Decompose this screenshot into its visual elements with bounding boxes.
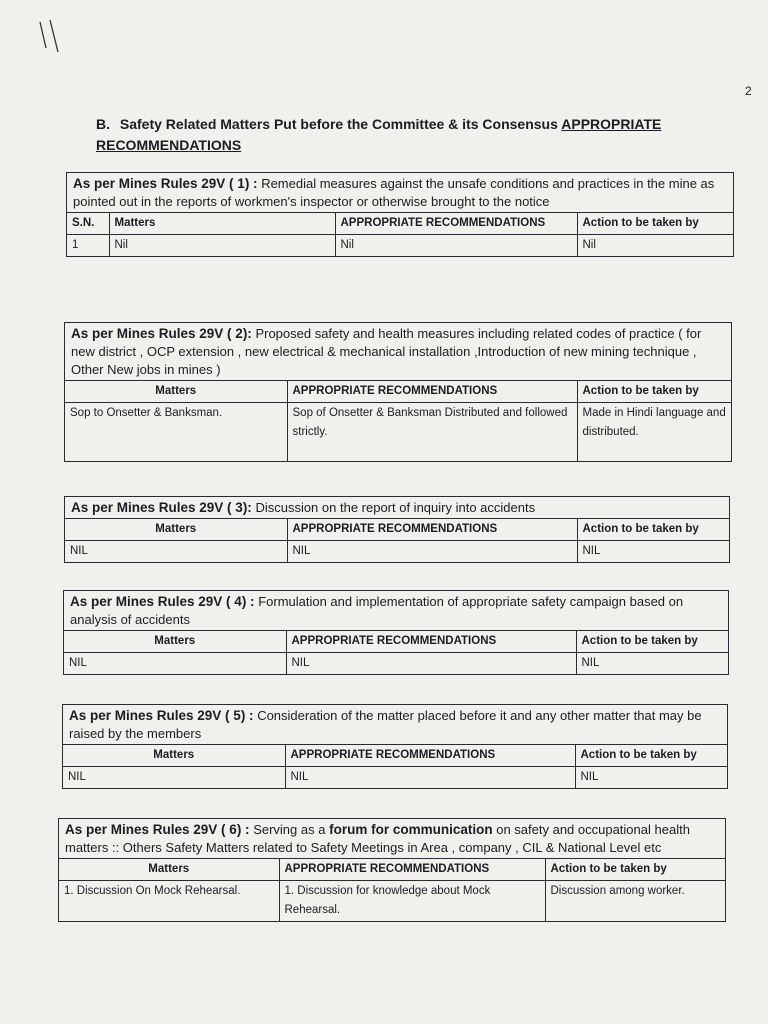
rule-29v-3-block	[64, 496, 730, 563]
table-cell: 1	[67, 235, 109, 257]
section-title-underlined-1: APPROPRIATE	[561, 116, 662, 132]
table-cell: 1. Discussion On Mock Rehearsal.	[59, 881, 279, 922]
table-row	[59, 881, 725, 922]
column-header: Matters	[63, 745, 285, 767]
rule-label: As per Mines Rules 29V ( 3):	[71, 500, 252, 515]
table-cell: NIL	[577, 541, 729, 563]
rule-29v-4-block	[63, 590, 729, 675]
table-header-row	[63, 745, 727, 767]
recommendations-table	[63, 745, 727, 788]
block-header	[65, 323, 731, 381]
rule-label: As per Mines Rules 29V ( 2):	[71, 326, 252, 341]
section-title	[96, 114, 736, 156]
rule-description: Proposed safety and health measures including related codes of practice ( for new district , OCP extension , new electrical & mechanical installation ,Introduction of new mining technique , Other New jobs in mines )	[71, 326, 702, 377]
table-cell: Nil	[577, 235, 733, 257]
rule-description: Remedial measures against the unsafe conditions and practices in the mine as pointed out in the reports of workmen's inspector or otherwise brought to the notice	[73, 176, 715, 209]
column-header: APPROPRIATE RECOMMENDATIONS	[287, 519, 577, 541]
table-cell: Discussion among worker.	[545, 881, 725, 922]
column-header: APPROPRIATE RECOMMENDATIONS	[335, 213, 577, 235]
rule-29v-5-block	[62, 704, 728, 789]
table-cell: NIL	[285, 767, 575, 789]
rule-description: Consideration of the matter placed before it and any other matter that may be raised by the members	[69, 708, 702, 741]
block-header	[65, 497, 729, 519]
section-title-underlined-2: RECOMMENDATIONS	[96, 137, 242, 153]
rule-29v-1-block	[66, 172, 734, 257]
table-row	[64, 653, 728, 675]
table-header-row	[65, 519, 729, 541]
column-header: Action to be taken by	[576, 631, 728, 653]
rule-description-bold: forum for communication	[329, 822, 493, 837]
block-header	[64, 591, 728, 631]
column-header: Matters	[109, 213, 335, 235]
table-header-row	[67, 213, 733, 235]
rule-29v-6-block	[58, 818, 726, 922]
block-header	[63, 705, 727, 745]
rule-description: Formulation and implementation of appropriate safety campaign based on analysis of accidents	[70, 594, 684, 627]
recommendations-table	[59, 859, 725, 921]
block-header	[67, 173, 733, 213]
table-header-row	[59, 859, 725, 881]
section-title-text: Safety Related Matters Put before the Committee & its Consensus	[119, 116, 558, 132]
rule-label: As per Mines Rules 29V ( 5) :	[69, 708, 254, 723]
rule-label: As per Mines Rules 29V ( 6) :	[65, 822, 250, 837]
rule-description: Discussion on the report of inquiry into accidents	[255, 500, 536, 515]
table-cell: NIL	[63, 767, 285, 789]
column-header: S.N.	[67, 213, 109, 235]
table-cell: Sop of Onsetter & Banksman Distributed and followed strictly.	[287, 403, 577, 461]
column-header: Action to be taken by	[577, 213, 733, 235]
table-cell: Sop to Onsetter & Banksman.	[65, 403, 287, 461]
table-cell: NIL	[65, 541, 287, 563]
column-header: Matters	[64, 631, 286, 653]
section-number: B.	[96, 116, 110, 132]
table-cell: NIL	[286, 653, 576, 675]
pen-mark-icon	[34, 18, 74, 58]
table-cell: Made in Hindi language and distributed.	[577, 403, 731, 461]
rule-label: As per Mines Rules 29V ( 4) :	[70, 594, 255, 609]
table-cell: Nil	[109, 235, 335, 257]
table-cell: NIL	[575, 767, 727, 789]
table-cell: NIL	[576, 653, 728, 675]
column-header: Matters	[65, 519, 287, 541]
table-cell: 1. Discussion for knowledge about Mock Rehearsal.	[279, 881, 545, 922]
table-row	[65, 403, 731, 461]
rule-description-pre: Serving as a	[253, 822, 326, 837]
table-cell: NIL	[287, 541, 577, 563]
column-header: APPROPRIATE RECOMMENDATIONS	[285, 745, 575, 767]
table-cell: Nil	[335, 235, 577, 257]
column-header: APPROPRIATE RECOMMENDATIONS	[279, 859, 545, 881]
recommendations-table	[65, 381, 731, 461]
column-header: APPROPRIATE RECOMMENDATIONS	[286, 631, 576, 653]
recommendations-table	[64, 631, 728, 674]
rule-29v-2-block	[64, 322, 732, 462]
column-header: Action to be taken by	[577, 519, 729, 541]
rule-label: As per Mines Rules 29V ( 1) :	[73, 176, 258, 191]
rule-description-post: on safety and occupational health matters :: Others Safety Matters related to Safety Meetings in Area , company , CIL & National Level etc	[65, 822, 690, 855]
column-header: Matters	[65, 381, 287, 403]
column-header: Matters	[59, 859, 279, 881]
table-header-row	[64, 631, 728, 653]
column-header: Action to be taken by	[577, 381, 731, 403]
table-header-row	[65, 381, 731, 403]
block-header	[59, 819, 725, 859]
column-header: Action to be taken by	[545, 859, 725, 881]
table-row	[63, 767, 727, 789]
recommendations-table	[67, 213, 733, 256]
page-number: 2	[745, 84, 752, 98]
table-row	[65, 541, 729, 563]
column-header: Action to be taken by	[575, 745, 727, 767]
recommendations-table	[65, 519, 729, 562]
table-row	[67, 235, 733, 257]
table-cell: NIL	[64, 653, 286, 675]
column-header: APPROPRIATE RECOMMENDATIONS	[287, 381, 577, 403]
